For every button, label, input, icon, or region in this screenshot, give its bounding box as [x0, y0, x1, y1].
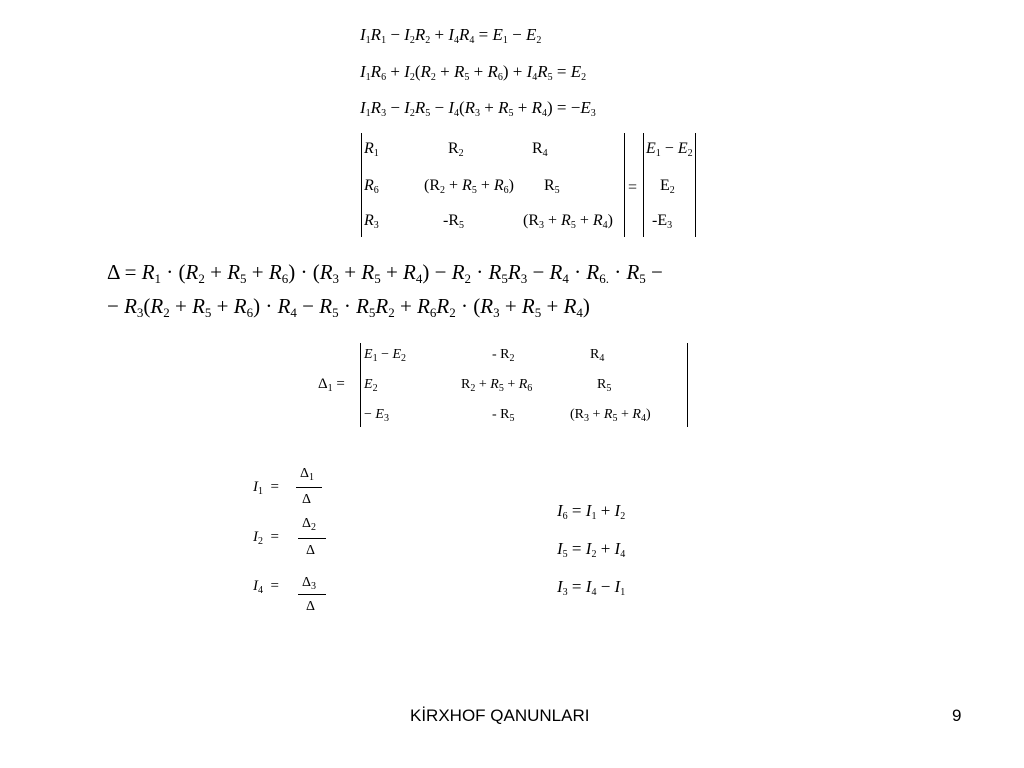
delta1-cell: $E_1 - E_2$ [364, 347, 407, 364]
matrix-cell: $R_2$ [448, 140, 464, 159]
matrix-cell: $(R_3 + R_5 + R_4)$ [523, 212, 613, 231]
matrix-cell: $R_5$ [544, 177, 560, 196]
delta1-cell: - $R_5$ [492, 407, 515, 424]
current-sum-3: $I_3 = I_4 - I_1$ [557, 577, 626, 598]
equation-1: $I_1R_1 - I_2R_2 + I_4R_4 = E_1 - E_2$ [360, 25, 542, 46]
delta1-cell: $(R_3 + R_5 + R_4)$ [570, 407, 651, 424]
delta1-cell: $R_5$ [597, 377, 612, 394]
delta1-cell: − $E_3$ [364, 407, 389, 424]
equals-sign: = [628, 179, 638, 196]
determinant-line-1: $\Delta = R_1 \cdot (R_2 + R_5 + R_6) \cdot (R_3 + R_5 + R_4) - R_2 \cdot R_5R_3 - R_4 \cdot R_{6.} \cdot R_5$ − [107, 260, 663, 286]
rhs-cell: $E_2$ [660, 177, 675, 196]
current-sum-2: $I_5 = I_2 + I_4$ [557, 539, 626, 560]
matrix-cell: $R_3$ [364, 212, 379, 231]
matrix-cell: $R_4$ [532, 140, 548, 159]
matrix-cell: $(R_2 + R_5 + R_6)$ [424, 177, 514, 196]
rhs-cell: $E_1 - E_2$ [646, 140, 693, 159]
matrix-cell: $R_6$ [364, 177, 379, 196]
equation-3: $I_1R_3 - I_2R_5 - I_4(R_3 + R_5 + R_4) = -E_3$ [360, 98, 596, 119]
delta1-cell: - $R_2$ [492, 347, 515, 364]
matrix-cell: $-R_5$ [443, 212, 464, 231]
slide-page-number: 9 [952, 706, 962, 725]
rhs-cell: $-E_3$ [652, 212, 673, 231]
delta1-cell: $R_2 + R_5 + R_6$ [461, 377, 533, 394]
delta1-cell: $E_2$ [364, 377, 378, 394]
current-sum-1: $I_6 = I_1 + I_2$ [557, 501, 626, 522]
delta1-cell: $R_4$ [590, 347, 605, 364]
equation-2: $I_1R_6 + I_2(R_2 + R_5 + R_6) + I_4R_5 = E_2$ [360, 62, 587, 83]
determinant-line-2: − $R_3(R_2 + R_5 + R_6) \cdot R_4 - R_5 \cdot R_5R_2 + R_6R_2 \cdot (R_3 + R_5 + R_4)$ [107, 294, 590, 320]
matrix-cell: $R_1$ [364, 140, 379, 159]
slide-footer-title: KİRXHOF QANUNLARI [410, 706, 590, 725]
delta1-label: $\Delta_1$ = [318, 376, 345, 394]
